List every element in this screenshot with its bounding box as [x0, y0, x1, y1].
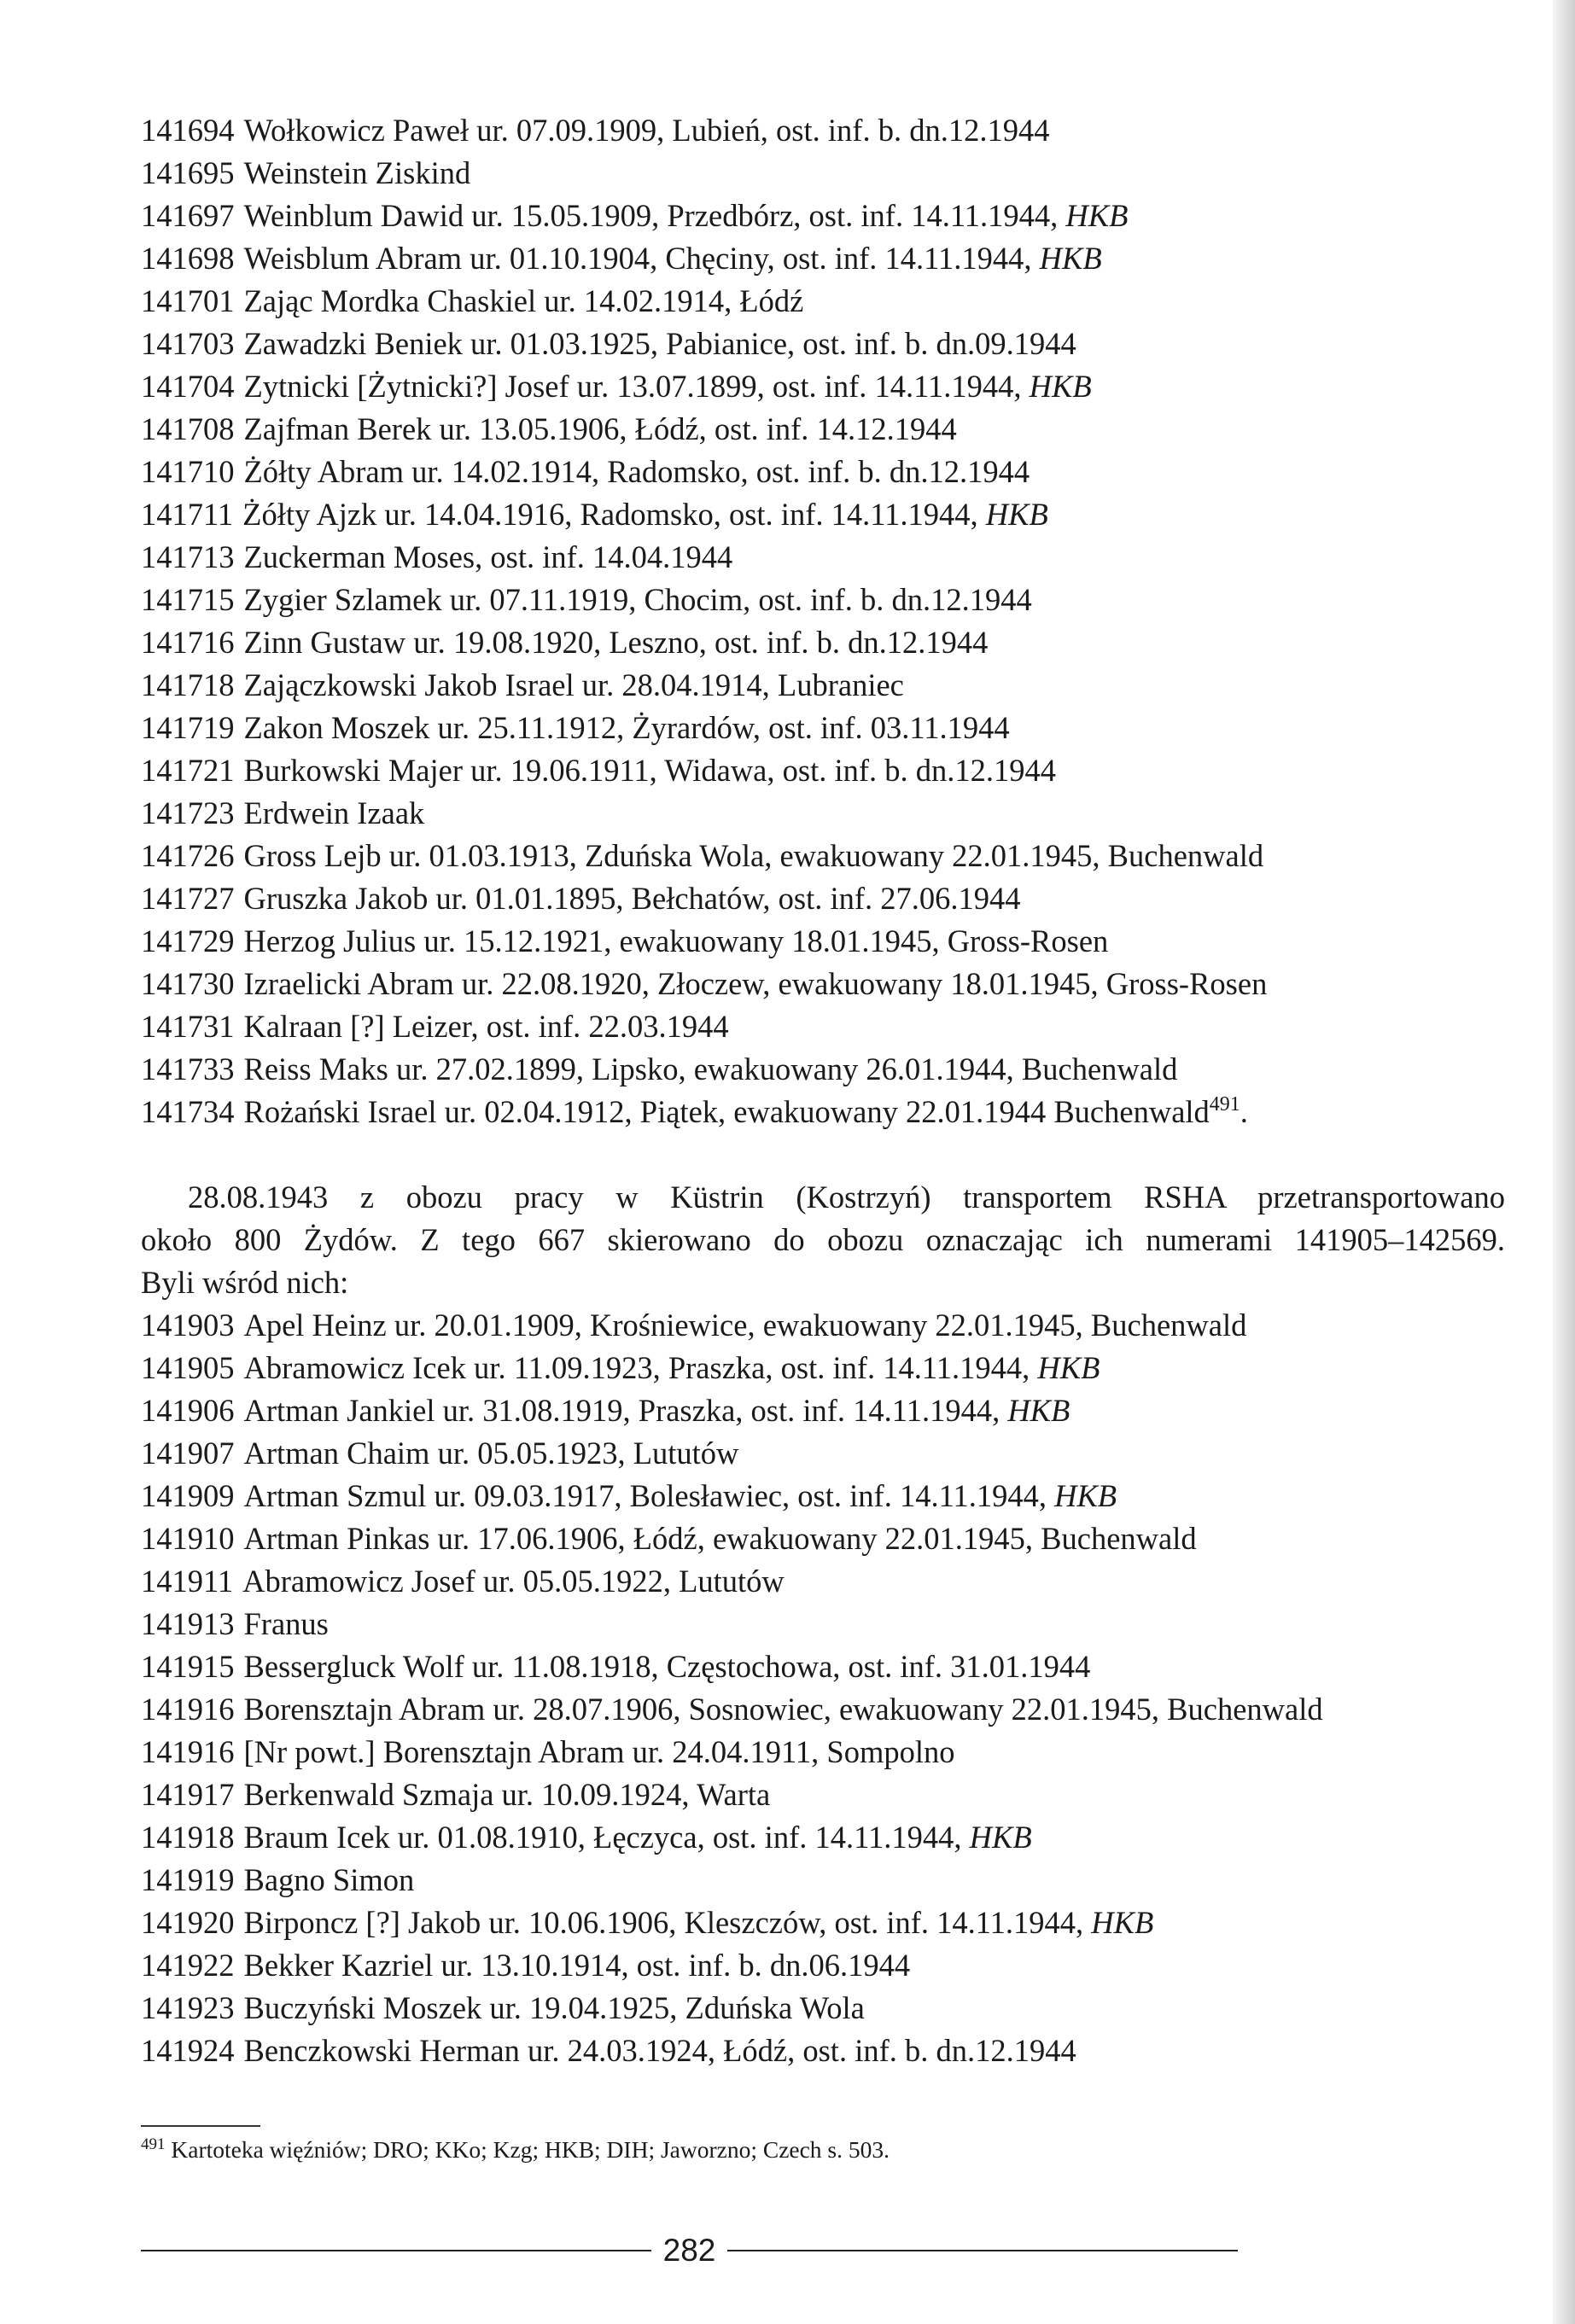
prisoner-number: 141913	[141, 1606, 235, 1641]
list-item	[141, 1432, 1507, 1475]
prisoner-details: Weinblum Dawid ur. 15.05.1909, Przedbórz, ost. inf. 14.11.1944,	[243, 198, 1066, 233]
list-item	[141, 536, 1507, 579]
hkb-marker: HKB	[969, 1820, 1032, 1855]
list-item	[141, 1774, 1507, 1816]
hkb-marker: HKB	[1091, 1905, 1154, 1940]
prisoner-number: 141701	[141, 283, 235, 318]
prisoner-number: 141710	[141, 454, 235, 489]
prisoner-details: Bagno Simon	[243, 1862, 415, 1897]
prisoner-details: Weinstein Ziskind	[243, 155, 471, 190]
page-content	[141, 109, 1507, 2072]
list-item	[141, 1517, 1507, 1560]
footnote-text: Kartoteka więźniów; DRO; KKo; Kzg; HKB; DIH; Jaworzno; Czech s. 503.	[165, 2136, 890, 2163]
prisoner-number: 141721	[141, 753, 235, 788]
prisoner-details: Zinn Gustaw ur. 19.08.1920, Leszno, ost. inf. b. dn.12.1944	[243, 625, 989, 660]
page-number-rule-left	[141, 2250, 651, 2251]
page-number-rule-right	[727, 2250, 1238, 2251]
paragraph-line: 28.08.1943 z obozu pracy w Küstrin (Kostrzyń) transportem RSHA przetransportowano	[188, 1179, 1505, 1214]
prisoner-number: 141726	[141, 838, 235, 873]
hkb-marker: HKB	[985, 497, 1048, 532]
prisoner-number: 141704	[141, 369, 235, 404]
prisoner-details: Zajfman Berek ur. 13.05.1906, Łódź, ost. inf. 14.12.1944	[243, 411, 957, 446]
prisoner-details: Weisblum Abram ur. 01.10.1904, Chęciny, ost. inf. 14.11.1944,	[243, 241, 1040, 276]
prisoner-number: 141920	[141, 1905, 235, 1940]
list-item	[141, 749, 1507, 792]
prisoner-number: 141906	[141, 1393, 235, 1428]
prisoner-details: Abramowicz Icek ur. 11.09.1923, Praszka, ost. inf. 14.11.1944,	[243, 1350, 1038, 1385]
list-item	[141, 1987, 1507, 2030]
prisoner-number: 141905	[141, 1350, 235, 1385]
prisoner-number: 141723	[141, 795, 235, 830]
prisoner-details: Rożański Israel ur. 02.04.1912, Piątek, ewakuowany 22.01.1944 Buchenwald	[243, 1094, 1210, 1129]
prisoner-details: Reiss Maks ur. 27.02.1899, Lipsko, ewakuowany 26.01.1944, Buchenwald	[243, 1051, 1178, 1086]
hkb-marker: HKB	[1007, 1393, 1070, 1428]
prisoner-number: 141708	[141, 411, 235, 446]
footnote-reference: 491	[1209, 1093, 1240, 1115]
prisoner-number: 141729	[141, 923, 235, 958]
prisoner-number: 141718	[141, 667, 235, 702]
prisoner-number: 141919	[141, 1862, 235, 1897]
paragraph-line: około 800 Żydów. Z tego 667 skierowano do obozu oznaczając ich numerami 141905–142569.	[141, 1222, 1505, 1257]
footnote-divider	[141, 2125, 260, 2127]
prisoner-details: Żółty Ajzk ur. 14.04.1916, Radomsko, ost. inf. 14.11.1944,	[242, 497, 986, 532]
prisoner-details: Apel Heinz ur. 20.01.1909, Krośniewice, ewakuowany 22.01.1945, Buchenwald	[243, 1308, 1247, 1343]
prisoner-number: 141711	[141, 497, 234, 532]
list-item	[141, 493, 1507, 536]
list-item	[141, 1688, 1507, 1731]
prisoner-details: Zakon Moszek ur. 25.11.1912, Żyrardów, ost. inf. 03.11.1944	[243, 710, 1010, 745]
prisoner-details: Buczyński Moszek ur. 19.04.1925, Zduńska Wola	[243, 1990, 865, 2025]
prisoner-number: 141731	[141, 1009, 235, 1044]
list-item	[141, 109, 1507, 152]
list-item	[141, 1304, 1507, 1347]
prisoner-number: 141694	[141, 113, 235, 148]
prisoner-number: 141922	[141, 1948, 235, 1983]
prisoner-details: Artman Chaim ur. 05.05.1923, Lututów	[243, 1436, 739, 1471]
prisoner-details: Artman Pinkas ur. 17.06.1906, Łódź, ewakuowany 22.01.1945, Buchenwald	[243, 1521, 1197, 1556]
list-item	[141, 1645, 1507, 1688]
prisoner-number: 141910	[141, 1521, 235, 1556]
prisoner-details: Burkowski Majer ur. 19.06.1911, Widawa, ost. inf. b. dn.12.1944	[243, 753, 1057, 788]
prisoner-details: Zając Mordka Chaskiel ur. 14.02.1914, Łódź	[243, 283, 804, 318]
prisoner-details: Gross Lejb ur. 01.03.1913, Zduńska Wola, ewakuowany 22.01.1945, Buchenwald	[243, 838, 1264, 873]
prisoner-details: Franus	[243, 1606, 329, 1641]
prisoner-details: Benczkowski Herman ur. 24.03.1924, Łódź, ost. inf. b. dn.12.1944	[243, 2033, 1076, 2068]
prisoner-details: Zygier Szlamek ur. 07.11.1919, Chocim, ost. inf. b. dn.12.1944	[243, 582, 1032, 617]
prisoner-number: 141911	[141, 1564, 234, 1599]
prisoner-details: Bessergluck Wolf ur. 11.08.1918, Częstochowa, ost. inf. 31.01.1944	[243, 1649, 1091, 1684]
list-item	[141, 1475, 1507, 1517]
prisoner-number: 141923	[141, 1990, 235, 2025]
prisoner-number: 141715	[141, 582, 235, 617]
list-item	[141, 1603, 1507, 1645]
entry-punctuation: .	[1240, 1094, 1248, 1129]
page-number-row	[141, 2229, 1238, 2272]
prisoner-number: 141730	[141, 966, 235, 1001]
list-item	[141, 195, 1507, 237]
list-item	[141, 451, 1507, 493]
prisoner-number: 141734	[141, 1094, 235, 1129]
list-item	[141, 1816, 1507, 1859]
prisoner-number: 141716	[141, 625, 235, 660]
list-item	[141, 152, 1507, 195]
prisoner-number: 141727	[141, 881, 235, 916]
section-gap	[141, 1133, 1507, 1176]
prisoner-details: Erdwein Izaak	[243, 795, 425, 830]
prisoner-details: Berkenwald Szmaja ur. 10.09.1924, Warta	[243, 1777, 771, 1812]
list-item	[141, 237, 1507, 280]
prisoner-details: Żółty Abram ur. 14.02.1914, Radomsko, ost. inf. b. dn.12.1944	[243, 454, 1030, 489]
prisoner-number: 141907	[141, 1436, 235, 1471]
footnote-mark: 491	[141, 2135, 166, 2153]
list-item	[141, 280, 1507, 323]
list-item	[141, 579, 1507, 621]
prisoner-details: Zawadzki Beniek ur. 01.03.1925, Pabianice, ost. inf. b. dn.09.1944	[243, 326, 1076, 361]
prisoner-details: Artman Jankiel ur. 31.08.1919, Praszka, ost. inf. 14.11.1944,	[243, 1393, 1008, 1428]
list-item	[141, 621, 1507, 664]
prisoner-number: 141695	[141, 155, 235, 190]
prisoner-details: Herzog Julius ur. 15.12.1921, ewakuowany 18.01.1945, Gross-Rosen	[243, 923, 1109, 958]
list-item	[141, 323, 1507, 365]
prisoner-details: Braum Icek ur. 01.08.1910, Łęczyca, ost. inf. 14.11.1944,	[243, 1820, 970, 1855]
hkb-marker: HKB	[1037, 1350, 1100, 1385]
prisoner-number: 141903	[141, 1308, 235, 1343]
prisoner-details: [Nr powt.] Borensztajn Abram ur. 24.04.1911, Sompolno	[243, 1734, 955, 1769]
list-item	[141, 2030, 1507, 2072]
list-item	[141, 1731, 1507, 1774]
prisoner-number: 141733	[141, 1051, 235, 1086]
list-item	[141, 1005, 1507, 1048]
list-item	[141, 1859, 1507, 1902]
list-item	[141, 877, 1507, 920]
prisoner-details: Izraelicki Abram ur. 22.08.1920, Złoczew, ewakuowany 18.01.1945, Gross-Rosen	[243, 966, 1268, 1001]
transport-paragraph	[141, 1176, 1505, 1304]
hkb-marker: HKB	[1065, 198, 1129, 233]
paragraph-line: Byli wśród nich:	[141, 1265, 349, 1300]
prisoner-number: 141697	[141, 198, 235, 233]
prisoner-number: 141713	[141, 539, 235, 574]
prisoner-number: 141703	[141, 326, 235, 361]
prisoner-details: Gruszka Jakob ur. 01.01.1895, Bełchatów, ost. inf. 27.06.1944	[243, 881, 1021, 916]
list-item	[141, 1944, 1507, 1987]
prisoner-number: 141916	[141, 1734, 235, 1769]
page-edge-shadow	[1553, 0, 1575, 2324]
page-number: 282	[662, 2233, 716, 2268]
list-item	[141, 1389, 1507, 1432]
list-item	[141, 408, 1507, 451]
prisoner-details: Artman Szmul ur. 09.03.1917, Bolesławiec, ost. inf. 14.11.1944,	[243, 1478, 1055, 1513]
prisoner-number: 141916	[141, 1692, 235, 1727]
list-item	[141, 1347, 1507, 1389]
hkb-marker: HKB	[1039, 241, 1102, 276]
list-item	[141, 1048, 1507, 1091]
prisoner-number: 141698	[141, 241, 235, 276]
list-item	[141, 792, 1507, 835]
list-item	[141, 1902, 1507, 1944]
prisoner-number: 141924	[141, 2033, 235, 2068]
prisoner-details: Bekker Kazriel ur. 13.10.1914, ost. inf. b. dn.06.1944	[243, 1948, 911, 1983]
prisoner-details: Zuckerman Moses, ost. inf. 14.04.1944	[243, 539, 733, 574]
prisoner-number: 141719	[141, 710, 235, 745]
prisoner-number: 141915	[141, 1649, 235, 1684]
list-item	[141, 963, 1507, 1005]
prisoner-details: Birponcz [?] Jakob ur. 10.06.1906, Kleszczów, ost. inf. 14.11.1944,	[243, 1905, 1092, 1940]
list-item	[141, 1560, 1507, 1603]
list-item	[141, 1091, 1507, 1133]
prisoner-details: Abramowicz Josef ur. 05.05.1922, Lututów	[242, 1564, 785, 1599]
prisoner-number: 141918	[141, 1820, 235, 1855]
list-item	[141, 707, 1507, 749]
prisoner-list-b	[141, 1304, 1507, 2072]
prisoner-details: Zytnicki [Żytnicki?] Josef ur. 13.07.1899, ost. inf. 14.11.1944,	[243, 369, 1030, 404]
prisoner-details: Kalraan [?] Leizer, ost. inf. 22.03.1944	[243, 1009, 729, 1044]
hkb-marker: HKB	[1054, 1478, 1117, 1513]
prisoner-number: 141909	[141, 1478, 235, 1513]
prisoner-number: 141917	[141, 1777, 235, 1812]
prisoner-list-a	[141, 109, 1507, 1091]
prisoner-details: Wołkowicz Paweł ur. 07.09.1909, Lubień, ost. inf. b. dn.12.1944	[243, 113, 1050, 148]
list-item	[141, 664, 1507, 707]
hkb-marker: HKB	[1029, 369, 1092, 404]
list-item	[141, 365, 1507, 408]
footnote	[141, 2135, 1507, 2164]
list-item	[141, 920, 1507, 963]
prisoner-details: Zajączkowski Jakob Israel ur. 28.04.1914, Lubraniec	[243, 667, 904, 702]
list-item	[141, 835, 1507, 877]
prisoner-details: Borensztajn Abram ur. 28.07.1906, Sosnowiec, ewakuowany 22.01.1945, Buchenwald	[243, 1692, 1323, 1727]
